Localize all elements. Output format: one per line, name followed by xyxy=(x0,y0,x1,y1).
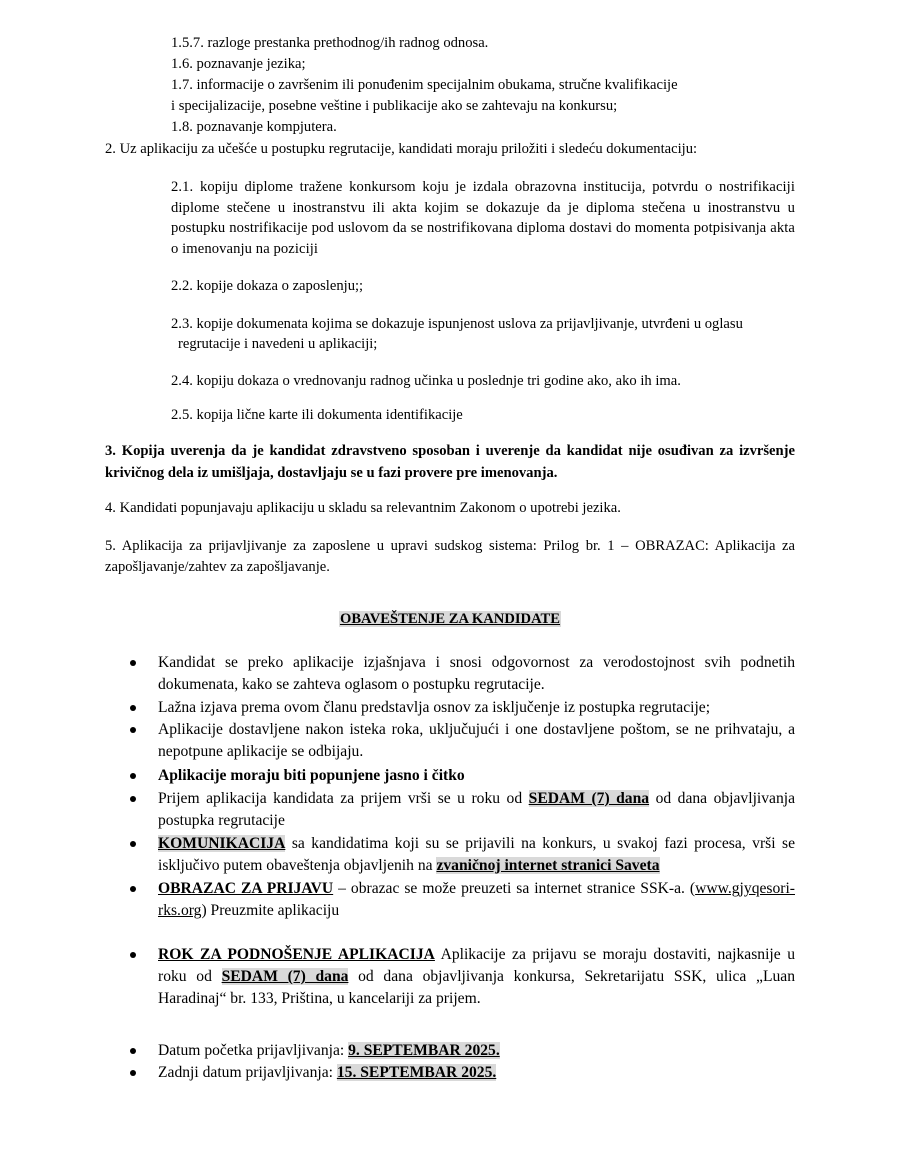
section-2-item-2-2: 2.2. kopije dokaza o zaposlenju;; xyxy=(171,278,364,294)
section-4: 4. Kandidati popunjavaju aplikaciju u skladu sa relevantnim Zakonom o upotrebi jezika. xyxy=(105,500,621,516)
start-date: 9. SEPTEMBAR 2025. xyxy=(348,1042,500,1059)
bullet-icon xyxy=(130,796,136,802)
list-item-1-5-7: 1.5.7. razloge prestanka prethodnog/ih radnog odnosa. xyxy=(171,35,489,51)
bullet-icon xyxy=(130,727,136,733)
bullet-icon xyxy=(130,773,136,779)
section-2-intro: 2. Uz aplikaciju za učešće u postupku regrutacije, kandidati moraju priložiti i sledeću dokumentaciju: xyxy=(105,141,698,157)
bullet-icon xyxy=(130,886,136,892)
bullet-icon xyxy=(130,952,136,958)
list-item-1-6: 1.6. poznavanje jezika; xyxy=(171,56,306,72)
bullet-icon xyxy=(130,841,136,847)
section-3: 3. Kopija uverenja da je kandidat zdravstveno sposoban i uverenje da kandidat nije osuđivan za izvršenje krivičnog dela iz umišljaja, dostavljaju se u fazi provere pre imenovanja. xyxy=(105,443,795,481)
section-2-item-2-3-line2: regrutacije i navedeni u aplikaciji; xyxy=(178,336,378,352)
list-item-1-8: 1.8. poznavanje kompjutera. xyxy=(171,119,337,135)
bullet-icon xyxy=(130,1070,136,1076)
deadline-days-highlight: SEDAM (7) dana xyxy=(528,790,650,807)
council-website-link[interactable]: zvaničnoj internet stranici Saveta xyxy=(436,857,660,874)
end-date: 15. SEPTEMBAR 2025. xyxy=(336,1064,497,1081)
list-item-1-7-line1: 1.7. informacije o završenim ili ponuđenim specijalnim obukama, stručne kvalifikacije xyxy=(171,77,678,93)
section-2-item-2-3-line1: 2.3. kopije dokumenata kojima se dokazuje ispunjenost uslova za prijavljivanje, utvrđeni u oglasu xyxy=(171,316,743,332)
section-2-item-2-4: 2.4. kopiju dokaza o vrednovanju radnog učinka u poslednje tri godine ako, ako ih ima. xyxy=(171,373,681,389)
bullet-icon xyxy=(130,660,136,666)
notice-heading: OBAVEŠTENJE ZA KANDIDATE xyxy=(339,611,561,627)
document-page: 1.5.7. razloge prestanka prethodnog/ih radnog odnosa. 1.6. poznavanje jezika; 1.7. informacije o završenim ili ponuđenim specijalnim obukama, stručne kvalifikacije i specijalizacije, posebne veštine i publikacije ako se zahtevaju na konkursu; 1.8. poznavanje kompjutera. 2. Uz aplikaciju za učešće u postupku regrutacije, kandidati moraju priložiti i sledeću dokumentaciju: 2.1. kopiju diplome tražene konkursom koju je izdala obrazovna institucija, potvrdu o nostrifikaciji diplome stečene u inostranstvu ili akta kojim se dokazuje da je diploma stečena u inostranstvu u postupku nostrifikacije pod uslovom da se nostrifikovana diploma dostavi do momenta potpisivanja akta o imenovanju na poziciji 2.2. kopije dokaza o zaposlenju;; 2.3. kopije dokumenata kojima se dokazuje ispunjenost uslova za prijavljivanje, utvrđeni u oglasu regrutacije i navedeni u aplikaciji; 2.4. kopiju dokaza o vrednovanju radnog učinka u poslednje tri godine ako, ako ih ima. 2.5. kopija lične karte ili dokumenta identifikacije 3. Kopija uverenja da je kandidat zdravstveno sposoban i uverenje da kandidat nije osuđivan za izvršenje krivičnog dela iz umišljaja, dostavljaju se u fazi provere pre imenovanja. 4. Kandidati popunjavaju aplikaciju u skladu sa relevantnim Zakonom o upotrebi jezika. 5. Aplikacija za prijavljivanje za zaposlene u upravi sudskog sistema: Prilog br. 1 – OBRAZAC: Aplikacija za zapošljavanje/zahtev za zapošljavanje. OBAVEŠTENJE ZA KANDIDATE Kandidat se preko aplikacije izjašnjava i snosi odgovornost za verodostojnost svih podnetih dokumenata, kako se zahteva oglasom o postupku regrutacije. Lažna izjava prema ovom članu predstavlja osnov za isključenje iz postupka regrutacije; Aplikacije dostavljene nakon isteka roka, uključujući i one dostavljene poštom, se ne prihvataju, a nepotpune aplikacije se odbijaju. Aplikacije moraju biti popunjene jasno i čitko Prijem aplikacija kandidata za prijem vrši se u roku od SEDAM (7) dana od dana objavljivanja postupka regrutacije KOMUNIKACIJA sa kandidatima koji su se prijavili na konkurs, u svakoj fazi procesa, vrši se isključivo putem obaveštenja objavljenih na zvaničnoj internet stranici Saveta OBRAZAC ZA PRIJAVU – obrazac se može preuzeti sa internet stranice SSK-a. (www.gjyqesori-rks.org) Preuzmite aplikaciju ROK ZA PODNOŠENJE APLIKACIJA Aplikacije za prijavu se moraju dostaviti, najkasnije u roku od SEDAM (7) dana od dana objavljivanja konkursa, Sekretarijatu SSK, ulica „Luan Haradinaj“ br. 133, Priština, u kancelariji za prijem. Datum početka prijavljivanja: 9. SEPTEMBAR 2025. Zadnji datum prijavljivanja: 15. SEPTEMBAR 2025. xyxy=(0,0,900,1165)
section-2-item-2-1: 2.1. kopiju diplome tražene konkursom koju je izdala obrazovna institucija, potvrdu o nostrifikaciji diplome stečene u inostranstvu ili akta kojim se dokazuje da je diploma stečena u inostranstvu u postupku nostrifikacije pod uslovom da se nostrifikovana diploma dostavi do momenta potpisivanja akta o imenovanju na poziciji xyxy=(171,179,795,257)
list-item-1-7-line2: i specijalizacije, posebne veštine i publikacije ako se zahtevaju na konkursu; xyxy=(171,98,618,114)
section-5: 5. Aplikacija za prijavljivanje za zaposlene u upravi sudskog sistema: Prilog br. 1 – OBRAZAC: Aplikacija za zapošljavanje/zahtev za zapošljavanje. xyxy=(105,538,795,575)
website-url-link[interactable]: www.gjyqesori-rks.org xyxy=(158,880,795,919)
bullet-icon xyxy=(130,1048,136,1054)
bullet-icon xyxy=(130,705,136,711)
section-2-item-2-5: 2.5. kopija lične karte ili dokumenta identifikacije xyxy=(171,407,463,423)
